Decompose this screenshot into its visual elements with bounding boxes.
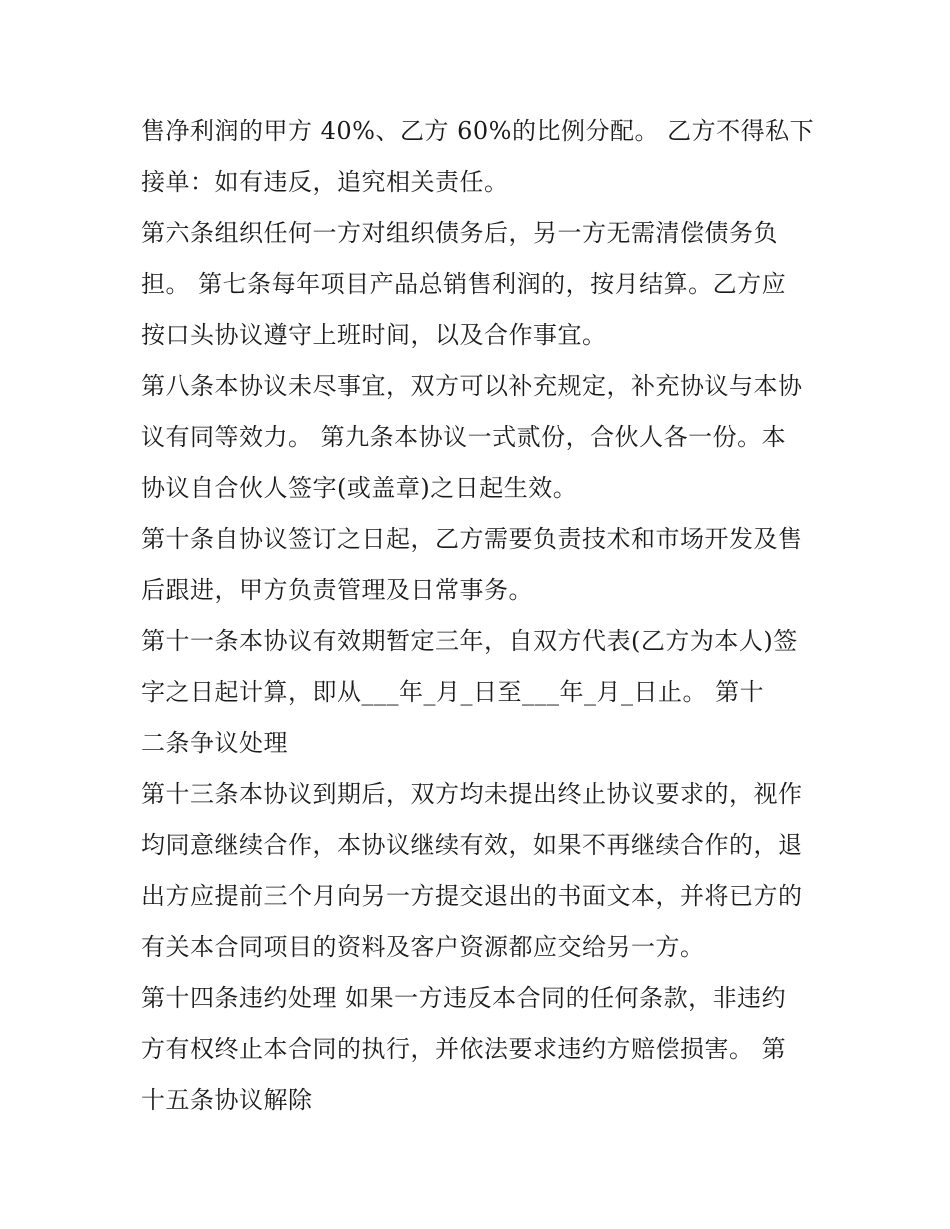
- text-line: 议有同等效力。 第九条本协议一式贰份，合伙人各一份。本: [141, 423, 787, 451]
- text-line: 第十三条本协议到期后，双方均未提出终止协议要求的，视作: [141, 780, 803, 808]
- text-line: 方有权终止本合同的执行，并依法要求违约方赔偿损害。 第: [141, 1035, 787, 1063]
- text-line: 接单：如有违反，追究相关责任。: [141, 168, 509, 196]
- text-line: 售净利润的甲方 40%、乙方 60%的比例分配。 乙方不得私下: [141, 117, 815, 145]
- text-line: 第六条组织任何一方对组织债务后，另一方无需清偿债务负: [141, 219, 778, 247]
- text-line: 第十一条本协议有效期暂定三年，自双方代表(乙方为本人)签: [141, 627, 798, 655]
- text-line: 协议自合伙人签字(或盖章)之日起生效。: [141, 474, 578, 502]
- text-line: 出方应提前三个月向另一方提交退出的书面文本，并将已方的: [141, 882, 803, 910]
- text-line: 有关本合同项目的资料及客户资源都应交给另一方。: [141, 933, 705, 961]
- text-line: 字之日起计算，即从___年_月_日至___年_月_日止。 第十: [141, 678, 765, 706]
- text-line: 第八条本协议未尽事宜，双方可以补充规定，补充协议与本协: [141, 372, 803, 400]
- text-line: 十五条协议解除: [141, 1086, 313, 1114]
- text-line: 二条争议处理: [141, 729, 288, 757]
- document-body: [141, 106, 821, 1126]
- text-line: 第十四条违约处理 如果一方违反本合同的任何条款，非违约: [141, 984, 787, 1012]
- text-line: 第十条自协议签订之日起，乙方需要负责技术和市场开发及售: [141, 525, 803, 553]
- text-line: 担。 第七条每年项目产品总销售利润的，按月结算。乙方应: [141, 270, 787, 298]
- text-line: 按口头协议遵守上班时间，以及合作事宜。: [141, 321, 607, 349]
- text-line: 均同意继续合作，本协议继续有效，如果不再继续合作的，退: [141, 831, 803, 859]
- text-line: 后跟进，甲方负责管理及日常事务。: [141, 576, 533, 604]
